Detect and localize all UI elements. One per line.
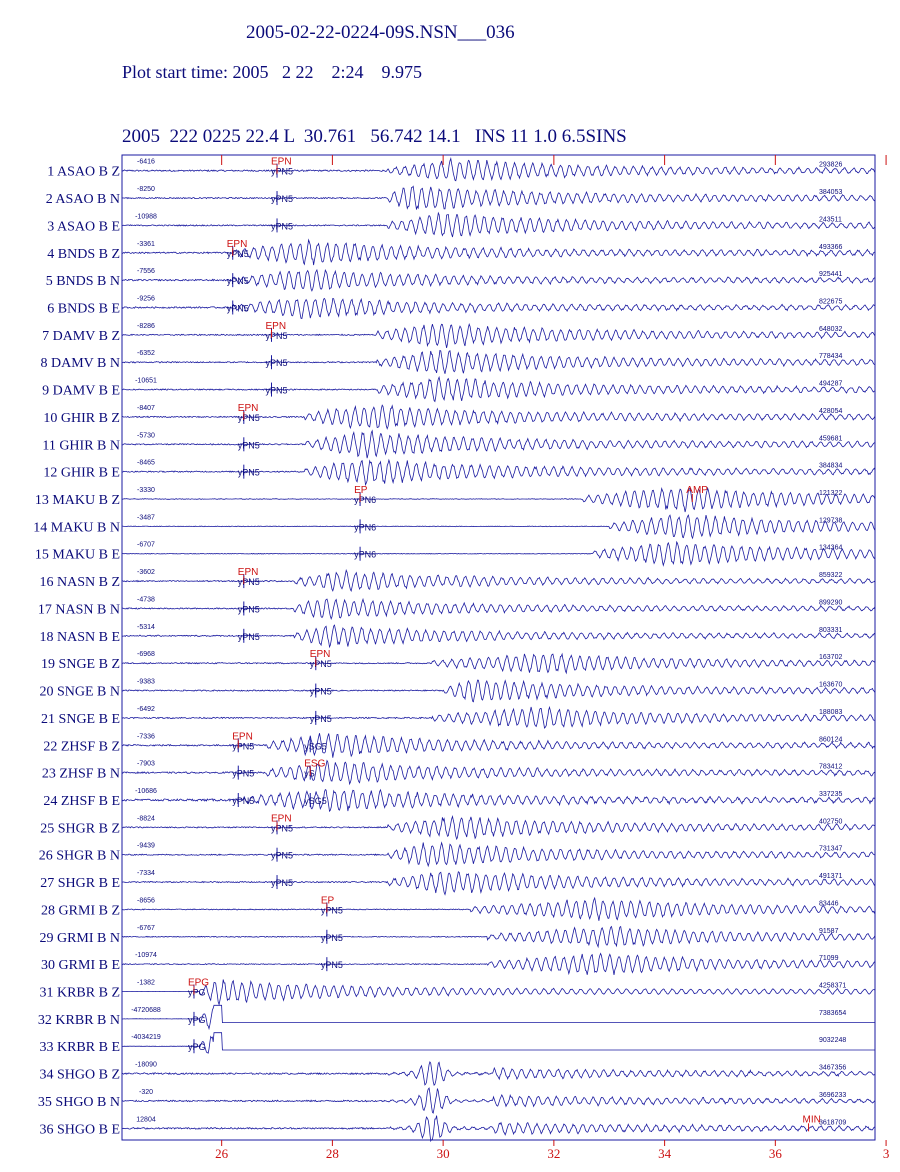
red-phase-label: EPN bbox=[271, 813, 292, 825]
trace-max-value: 731347 bbox=[819, 845, 843, 853]
trace-label: 34 SHGO B Z bbox=[39, 1067, 120, 1083]
phase-pick-label: yS bbox=[304, 768, 315, 779]
trace-waveform bbox=[122, 377, 875, 401]
trace-waveform bbox=[122, 1116, 875, 1141]
trace-min-value: -7336 bbox=[137, 733, 155, 741]
trace-label: 7 DAMV B Z bbox=[42, 328, 120, 344]
phase-pick-label: yPN5 bbox=[237, 467, 260, 478]
trace-label: 8 DAMV B N bbox=[40, 356, 120, 372]
trace-waveform bbox=[122, 924, 875, 947]
trace-min-value: -9439 bbox=[137, 842, 155, 850]
trace-max-value: 859322 bbox=[819, 572, 843, 580]
red-phase-label: EPN bbox=[237, 402, 259, 414]
phase-pick-label: yPN5 bbox=[271, 823, 294, 834]
red-phase-label: EPN bbox=[265, 320, 287, 332]
trace-max-value: 91587 bbox=[819, 927, 839, 935]
trace-min-value: -8824 bbox=[137, 815, 155, 823]
trace-waveform bbox=[122, 570, 875, 591]
trace-waveform bbox=[122, 1033, 875, 1053]
trace-max-value: 4258371 bbox=[819, 982, 847, 990]
trace-label: 17 NASN B N bbox=[37, 602, 120, 618]
phase-pick-label: yPN5 bbox=[265, 358, 288, 369]
trace-max-value: 783412 bbox=[819, 763, 843, 771]
trace-label: 11 GHIR B N bbox=[42, 438, 120, 454]
trace-label: 18 NASN B E bbox=[39, 629, 120, 645]
trace-label: 33 KRBR B E bbox=[39, 1040, 120, 1056]
event-info-line: 2005 222 0225 22.4 L 30.761 56.742 14.1 INS 11 1.0 6.5SINS bbox=[122, 126, 627, 147]
red-phase-label: ESG bbox=[304, 758, 326, 770]
phase-pick-label: yPN5 bbox=[265, 330, 288, 341]
plot-start-time: Plot start time: 2005 2 22 2:24 9.975 bbox=[122, 62, 422, 82]
trace-label: 16 NASN B Z bbox=[39, 575, 120, 591]
phase-pick-label: yPN6 bbox=[354, 495, 377, 506]
trace-label: 2 ASAO B N bbox=[45, 192, 120, 208]
phase-pick-label: yPN5 bbox=[320, 905, 343, 916]
trace-label: 26 SHGR B N bbox=[38, 848, 120, 864]
trace-label: 25 SHGR B Z bbox=[40, 821, 120, 837]
trace-max-value: 459681 bbox=[819, 435, 843, 443]
trace-waveform bbox=[122, 954, 875, 975]
trace-waveform bbox=[122, 1062, 875, 1085]
trace-label: 15 MAKU B E bbox=[34, 547, 120, 563]
phase-pick-label: yPN5 bbox=[309, 713, 332, 724]
file-title: 2005-02-22-0224-09S.NSN___036 bbox=[246, 22, 515, 43]
trace-min-value: 12804 bbox=[136, 1116, 156, 1124]
trace-max-value: 243511 bbox=[819, 216, 842, 224]
trace-waveform bbox=[122, 599, 875, 619]
trace-waveform bbox=[122, 680, 875, 702]
phase-pick-label: yPN5 bbox=[309, 686, 332, 697]
phase-pick-label: yPG bbox=[187, 1042, 206, 1053]
trace-label: 27 SHGR B E bbox=[40, 876, 120, 892]
phase-pick-label: yPN5 bbox=[309, 659, 332, 670]
phase-pick-label: yPN6 bbox=[354, 522, 377, 533]
trace-waveform bbox=[122, 515, 875, 538]
trace-waveform bbox=[122, 898, 875, 921]
trace-waveform bbox=[122, 977, 875, 1005]
trace-min-value: -8465 bbox=[137, 459, 155, 467]
phase-pick-label: yPN5 bbox=[237, 440, 260, 451]
phase-pick-label: yPN5 bbox=[271, 878, 294, 889]
trace-max-value: 491371 bbox=[819, 873, 843, 881]
trace-min-value: -9256 bbox=[137, 295, 155, 303]
trace-max-value: 860124 bbox=[819, 736, 843, 744]
trace-waveform bbox=[122, 1005, 875, 1028]
x-tick-label: 32 bbox=[547, 1146, 561, 1161]
trace-min-value: -10651 bbox=[135, 377, 157, 385]
trace-max-value: 163702 bbox=[819, 654, 843, 662]
trace-waveform bbox=[122, 213, 875, 237]
x-tick-label: 36 bbox=[768, 1146, 782, 1161]
red-phase-label: EPN bbox=[309, 649, 331, 661]
trace-max-value: 3618709 bbox=[819, 1119, 847, 1127]
red-phase-label: AMP bbox=[686, 485, 708, 497]
trace-label: 28 GRMI B Z bbox=[41, 903, 120, 919]
phase-pick-label: yPN5 bbox=[271, 194, 294, 205]
trace-max-value: 384053 bbox=[819, 189, 843, 197]
trace-label: 13 MAKU B Z bbox=[34, 493, 120, 509]
trace-max-value: 293826 bbox=[819, 161, 843, 169]
trace-max-value: 83446 bbox=[819, 900, 839, 908]
trace-min-value: -10686 bbox=[135, 787, 157, 795]
phase-pick-label: yPN5 bbox=[271, 221, 294, 232]
x-tick-label: 3 bbox=[882, 1146, 890, 1161]
trace-label: 1 ASAO B Z bbox=[47, 164, 120, 180]
trace-max-value: 384834 bbox=[819, 462, 843, 470]
trace-label: 5 BNDS B N bbox=[45, 274, 120, 290]
trace-min-value: -4034219 bbox=[131, 1034, 161, 1042]
trace-label: 24 ZHSF B E bbox=[43, 793, 120, 809]
trace-label: 4 BNDS B Z bbox=[47, 246, 120, 262]
trace-max-value: 494287 bbox=[819, 380, 843, 388]
red-phase-label: MIN bbox=[802, 1114, 821, 1126]
phase-pick-label: yPN5 bbox=[320, 960, 343, 971]
red-phase-label: EPN bbox=[237, 567, 259, 579]
trace-min-value: -3361 bbox=[137, 240, 155, 248]
trace-min-value: -10988 bbox=[135, 213, 157, 221]
trace-max-value: 134364 bbox=[819, 544, 843, 552]
trace-min-value: -7334 bbox=[137, 870, 155, 878]
red-phase-label: EP bbox=[354, 485, 368, 497]
trace-waveform bbox=[122, 625, 875, 647]
trace-label: 14 MAKU B N bbox=[33, 520, 120, 536]
trace-waveform bbox=[122, 488, 875, 512]
trace-label: 31 KRBR B Z bbox=[39, 985, 120, 1001]
trace-max-value: 188083 bbox=[819, 708, 843, 716]
trace-waveform bbox=[122, 460, 875, 485]
trace-min-value: -5314 bbox=[137, 623, 155, 631]
phase-pick-label: yPN5 bbox=[226, 303, 249, 314]
phase-pick-label: yPG bbox=[187, 1014, 206, 1025]
red-phase-label: EPG bbox=[187, 977, 210, 989]
trace-max-value: 428054 bbox=[819, 407, 843, 415]
trace-max-value: 778434 bbox=[819, 353, 843, 361]
trace-min-value: -4720688 bbox=[131, 1006, 161, 1014]
trace-max-value: 71099 bbox=[819, 955, 839, 963]
trace-waveform bbox=[122, 817, 875, 840]
trace-max-value: 129738 bbox=[819, 517, 843, 525]
trace-max-value: 3696233 bbox=[819, 1091, 847, 1099]
trace-max-value: 337235 bbox=[819, 790, 843, 798]
trace-label: 21 SNGE B E bbox=[41, 711, 120, 727]
trace-min-value: -8407 bbox=[137, 404, 155, 412]
trace-waveform bbox=[122, 1088, 875, 1113]
trace-label: 32 KRBR B N bbox=[37, 1012, 120, 1028]
phase-pick-label: yPN6 bbox=[354, 549, 377, 560]
x-tick-label: 26 bbox=[215, 1146, 229, 1161]
phase-pick-label: yPN5 bbox=[237, 604, 260, 615]
trace-label: 3 ASAO B E bbox=[47, 219, 120, 235]
trace-waveform bbox=[122, 402, 875, 429]
phase-pick-label: yPN5 bbox=[232, 741, 255, 752]
red-phase-label: EPN bbox=[226, 238, 248, 250]
phase-pick-label: yPN5 bbox=[237, 577, 260, 588]
trace-min-value: -1382 bbox=[137, 979, 155, 987]
trace-min-value: -8656 bbox=[137, 897, 155, 905]
trace-min-value: -8286 bbox=[137, 322, 155, 330]
trace-max-value: 9032248 bbox=[819, 1037, 847, 1045]
trace-waveform bbox=[122, 654, 875, 673]
trace-max-value: 402750 bbox=[819, 818, 843, 826]
trace-min-value: -3602 bbox=[137, 569, 155, 577]
trace-min-value: -5730 bbox=[137, 432, 155, 440]
phase-pick-label: yPN5 bbox=[271, 166, 294, 177]
trace-waveform bbox=[122, 351, 875, 374]
trace-max-value: 803331 bbox=[819, 626, 843, 634]
trace-max-value: 822675 bbox=[819, 298, 843, 306]
phase-pick-label: yPN5 bbox=[226, 276, 249, 287]
phase-pick-label: yPN5 bbox=[226, 248, 249, 259]
trace-min-value: -8250 bbox=[137, 186, 155, 194]
phase-pick-label: yPG bbox=[187, 987, 206, 998]
trace-waveform bbox=[122, 843, 875, 866]
trace-min-value: -6767 bbox=[137, 924, 155, 932]
phase-pick-label: ySG5 bbox=[304, 741, 327, 752]
trace-max-value: 7383654 bbox=[819, 1009, 847, 1017]
trace-min-value: -7556 bbox=[137, 268, 155, 276]
trace-label: 19 SNGE B Z bbox=[41, 657, 120, 673]
trace-min-value: -3487 bbox=[137, 514, 155, 522]
red-phase-label: EPN bbox=[271, 156, 292, 168]
x-tick-label: 30 bbox=[436, 1146, 450, 1161]
trace-waveform bbox=[122, 156, 875, 181]
trace-waveform bbox=[122, 324, 875, 348]
trace-label: 20 SNGE B N bbox=[39, 684, 120, 700]
trace-min-value: -6968 bbox=[137, 651, 155, 659]
trace-waveform bbox=[122, 872, 875, 895]
red-phase-label: EP bbox=[320, 895, 335, 907]
trace-min-value: -6707 bbox=[137, 541, 155, 549]
red-phase-label: EPN bbox=[232, 731, 253, 743]
trace-label: 29 GRMI B N bbox=[39, 930, 120, 946]
trace-min-value: -3330 bbox=[137, 487, 155, 495]
trace-min-value: -6492 bbox=[137, 705, 155, 713]
phase-pick-label: yPN5 bbox=[265, 385, 288, 396]
phase-pick-label: yPN5 bbox=[271, 850, 294, 861]
trace-min-value: -320 bbox=[138, 1088, 154, 1096]
trace-min-value: -7903 bbox=[137, 760, 155, 768]
trace-label: 9 DAMV B E bbox=[42, 383, 120, 399]
trace-min-value: -9383 bbox=[137, 678, 155, 686]
trace-min-value: -10974 bbox=[135, 952, 157, 960]
trace-min-value: -18090 bbox=[135, 1061, 157, 1069]
trace-label: 22 ZHSF B Z bbox=[43, 739, 120, 755]
trace-max-value: 899290 bbox=[819, 599, 843, 607]
phase-pick-label: yPN5 bbox=[237, 412, 260, 423]
trace-waveform bbox=[122, 542, 875, 565]
trace-label: 10 GHIR B Z bbox=[43, 410, 120, 426]
trace-label: 12 GHIR B E bbox=[43, 465, 120, 481]
phase-pick-label: yPN5 bbox=[232, 768, 255, 779]
x-tick-label: 28 bbox=[325, 1146, 339, 1161]
trace-max-value: 121322 bbox=[819, 490, 843, 498]
trace-waveform bbox=[122, 707, 875, 728]
trace-waveform bbox=[122, 186, 875, 209]
phase-pick-label: yPN5 bbox=[232, 795, 255, 806]
trace-label: 6 BNDS B E bbox=[47, 301, 120, 317]
trace-max-value: 648032 bbox=[819, 325, 843, 333]
trace-min-value: -4738 bbox=[137, 596, 155, 604]
trace-max-value: 3467356 bbox=[819, 1064, 847, 1072]
phase-pick-label: yPN5 bbox=[237, 631, 260, 642]
x-tick-label: 34 bbox=[658, 1146, 672, 1161]
trace-label: 30 GRMI B E bbox=[41, 958, 120, 974]
trace-min-value: -6352 bbox=[137, 350, 155, 358]
trace-label: 23 ZHSF B N bbox=[41, 766, 120, 782]
trace-label: 35 SHGO B N bbox=[37, 1094, 120, 1110]
trace-waveform bbox=[122, 431, 875, 458]
trace-min-value: -6416 bbox=[137, 158, 155, 166]
phase-pick-label: yPN5 bbox=[320, 932, 343, 943]
trace-max-value: 493366 bbox=[819, 243, 843, 251]
trace-label: 36 SHGO B E bbox=[39, 1122, 120, 1138]
phase-pick-label: ySG5 bbox=[304, 795, 327, 806]
trace-max-value: 163670 bbox=[819, 681, 843, 689]
trace-max-value: 925441 bbox=[819, 271, 843, 279]
